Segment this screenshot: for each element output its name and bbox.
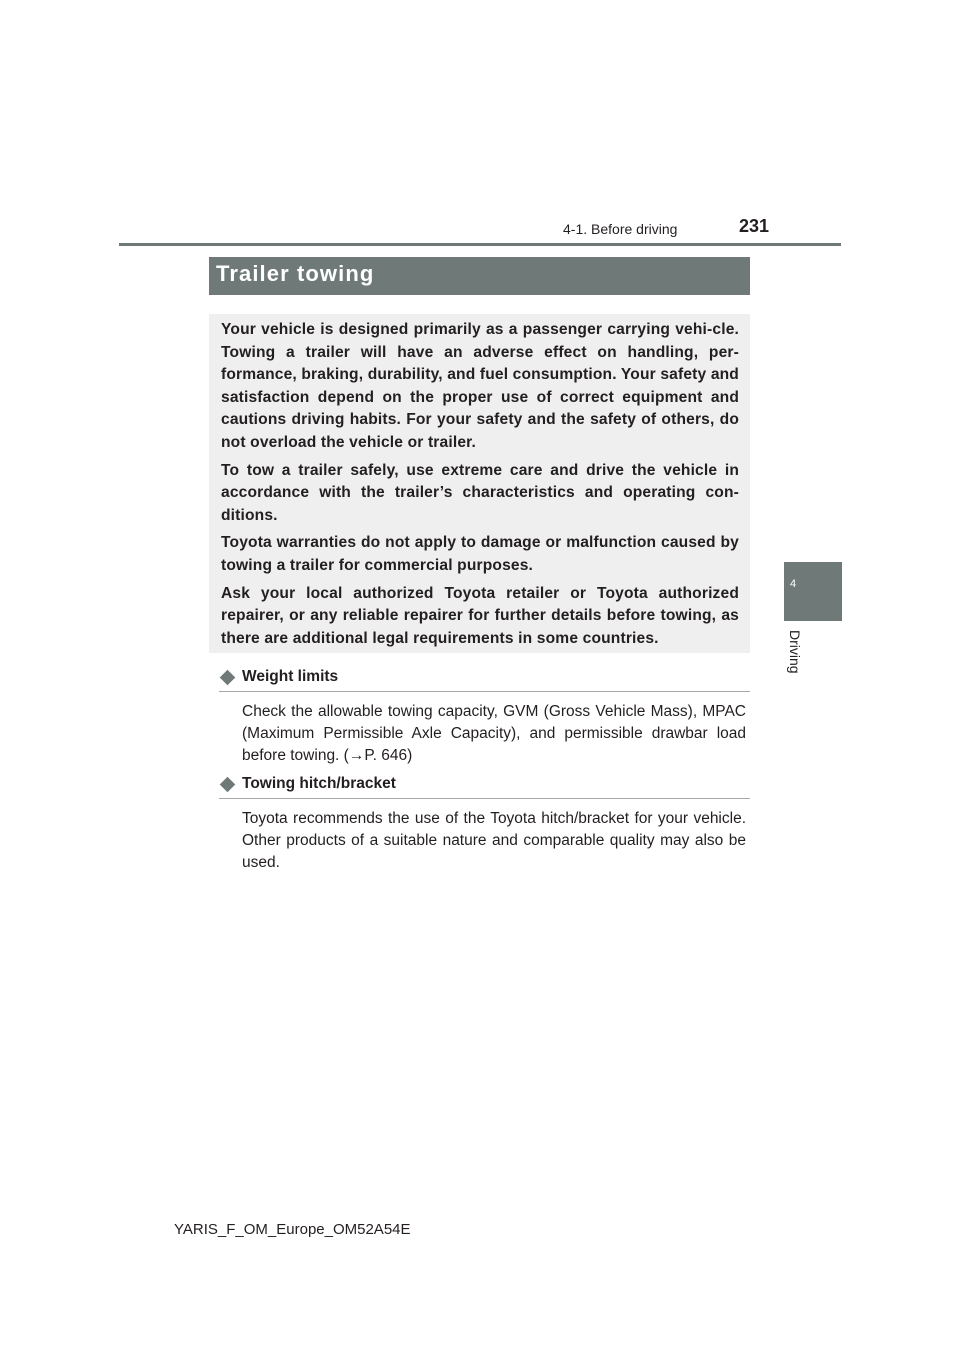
section-heading — [219, 773, 750, 799]
page-title: Trailer towing — [216, 261, 375, 286]
section-heading — [219, 666, 750, 692]
section-body: Toyota recommends the use of the Toyota hitch/bracket for your vehicle. Other products of a suitable nature and comparable quality may also be used. — [242, 810, 746, 871]
intro-paragraph: Ask your local authorized Toyota retailer or Toyota authorized repairer, or any reliable repairer for further details before towing, as there are additional legal requirements in some countries. — [221, 584, 739, 647]
chapter-tab-number: 4 — [790, 578, 797, 590]
section-title: Weight limits — [242, 668, 339, 685]
diamond-bullet-icon — [220, 777, 236, 793]
page-number: 231 — [739, 216, 770, 236]
diamond-bullet-icon — [220, 670, 236, 686]
document-code: YARIS_F_OM_Europe_OM52A54E — [174, 1221, 411, 1238]
title-bar — [209, 257, 750, 295]
header-divider — [119, 243, 841, 246]
section-label: 4-1. Before driving — [563, 221, 678, 237]
intro-box — [209, 314, 750, 653]
intro-paragraph: Your vehicle is designed primarily as a passenger carrying vehi-cle. Towing a trailer will have an adverse effect on handling, per-formance, braking, durability, and fuel consumption. Your safety and satisfaction depend on the proper use of correct equipment and cautions driving habits. For your safety and the safety of others, do not overload the vehicle or trailer. — [221, 321, 739, 451]
weight-limits-section — [219, 666, 750, 767]
towing-hitch-section — [219, 773, 750, 874]
section-body: Check the allowable towing capacity, GVM (Gross Vehicle Mass), MPAC (Maximum Permissible Axle Capacity), and permissible drawbar load before towing. (→P. 646) — [242, 703, 746, 764]
intro-paragraph: To tow a trailer safely, use extreme care and drive the vehicle in accordance with the trailer’s characteristics and operating con-ditions. — [221, 461, 739, 524]
chapter-side-label: Driving — [787, 630, 803, 674]
section-title: Towing hitch/bracket — [242, 775, 396, 792]
chapter-tab — [784, 562, 842, 621]
intro-paragraph: Toyota warranties do not apply to damage or malfunction caused by towing a trailer for commercial purposes. — [221, 534, 739, 574]
